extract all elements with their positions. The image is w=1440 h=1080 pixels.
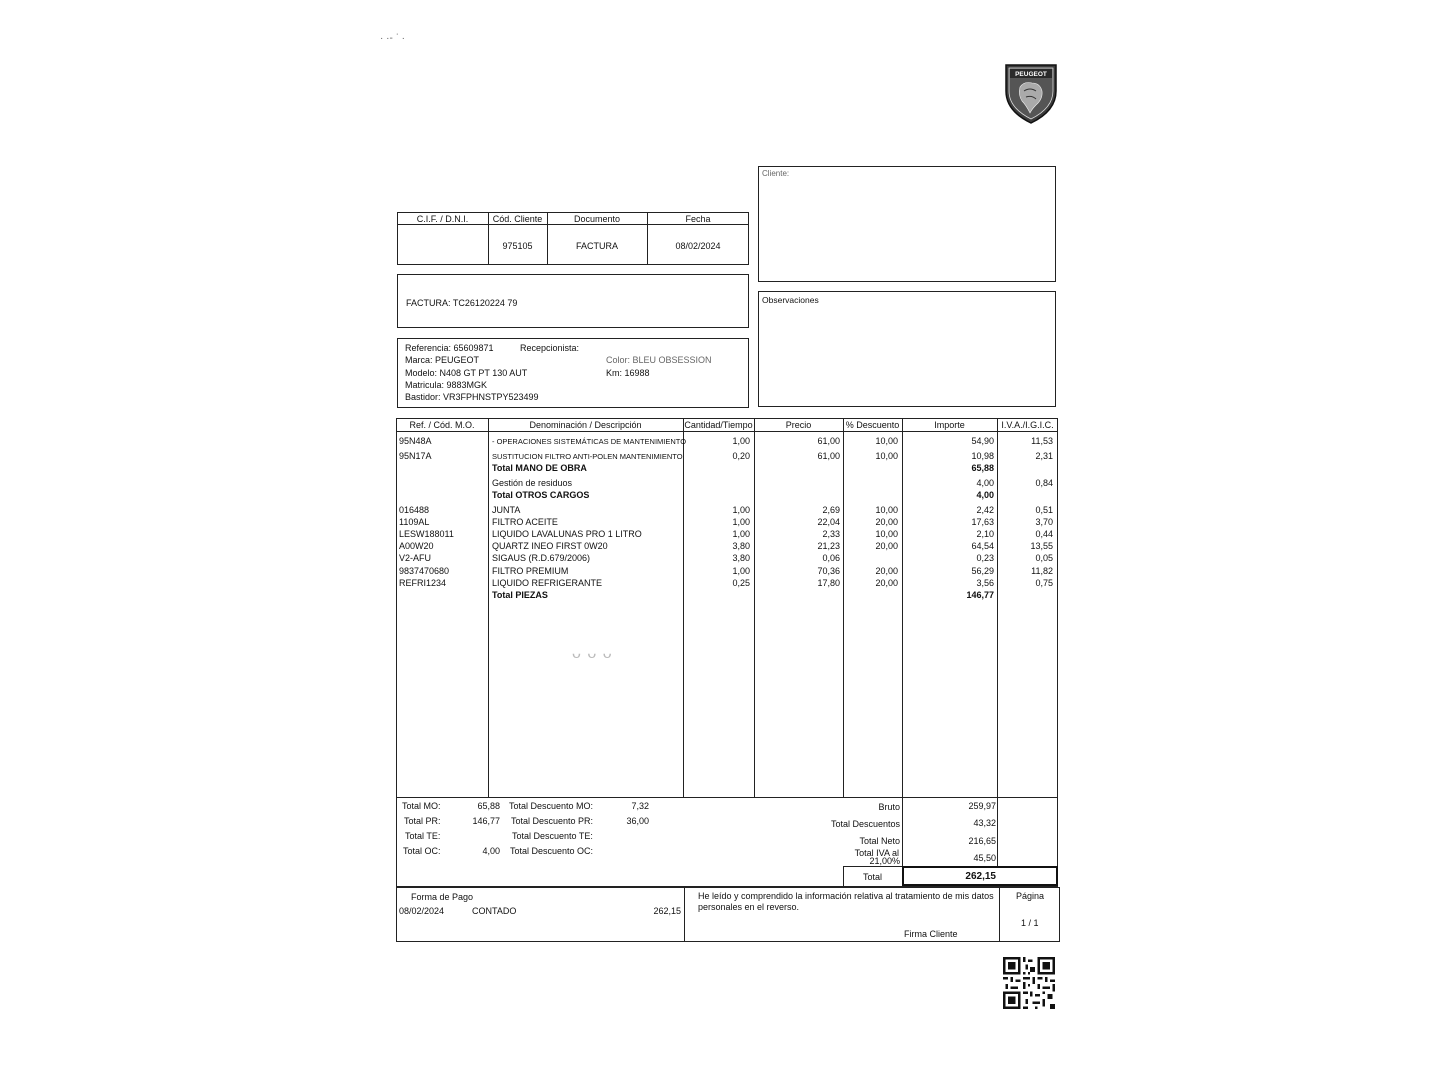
cell-desc: FILTRO PREMIUM bbox=[492, 566, 569, 576]
cell-cant: 1,00 bbox=[732, 517, 750, 527]
total-oc-value: 4,00 bbox=[482, 846, 500, 856]
cell-iva: 11,53 bbox=[1031, 436, 1053, 446]
cell-desc: LIQUIDO REFRIGERANTE bbox=[492, 578, 603, 588]
aviso-line-2: personales en el reverso. bbox=[698, 902, 800, 912]
cell-desc: SIGAUS (R.D.679/2006) bbox=[492, 553, 591, 563]
pago-tipo: CONTADO bbox=[472, 906, 517, 916]
marca: Marca: PEUGEOT bbox=[405, 355, 480, 365]
col-header-ref: Ref. / Cód. M.O. bbox=[409, 420, 475, 430]
cell-importe: 4,00 bbox=[976, 478, 994, 488]
cell-desc: JUNTA bbox=[492, 505, 521, 515]
cell-cant: 0,25 bbox=[732, 578, 750, 588]
client-box bbox=[758, 166, 1056, 282]
iva-percent: 21,00% bbox=[869, 856, 900, 866]
qr-code bbox=[1003, 957, 1055, 1009]
cell-iva: 2,31 bbox=[1035, 451, 1053, 461]
total-value: 262,15 bbox=[965, 871, 996, 882]
forma-pago-label: Forma de Pago bbox=[411, 892, 474, 902]
total-mo-value: 65,88 bbox=[477, 801, 500, 811]
fecha-label: Fecha bbox=[685, 214, 711, 224]
cell-precio: 2,33 bbox=[822, 529, 840, 539]
iva-value: 45,50 bbox=[973, 853, 996, 863]
cell-desc: LIQUIDO LAVALUNAS PRO 1 LITRO bbox=[492, 529, 642, 539]
cell-importe: 3,56 bbox=[976, 578, 994, 588]
cell-dto: 20,00 bbox=[875, 566, 898, 576]
cell-ref: 9837470680 bbox=[399, 566, 450, 576]
modelo: Modelo: N408 GT PT 130 AUT bbox=[405, 368, 528, 378]
total-oc-label: Total OC: bbox=[403, 846, 441, 856]
cell-ref: V2-AFU bbox=[399, 553, 432, 563]
pago-importe: 262,15 bbox=[653, 906, 681, 916]
cell-precio: 0,06 bbox=[822, 553, 840, 563]
referencia: Referencia: 65609871 bbox=[405, 343, 494, 353]
bruto-value: 259,97 bbox=[968, 801, 996, 811]
scan-mark: · ·‑ ˈ · bbox=[380, 33, 405, 44]
cell-importe: 0,23 bbox=[976, 553, 994, 563]
cell-importe: 64,54 bbox=[971, 541, 994, 551]
descuentos-value: 43,32 bbox=[973, 818, 996, 828]
total-label: Total bbox=[862, 872, 882, 882]
bruto-label: Bruto bbox=[878, 802, 900, 812]
dto-pr-label: Total Descuento PR: bbox=[511, 816, 594, 826]
total-pr-value: 146,77 bbox=[472, 816, 500, 826]
matricula: Matricula: 9883MGK bbox=[405, 380, 488, 390]
cell-iva: 0,44 bbox=[1035, 529, 1053, 539]
cell-desc: QUARTZ INEO FIRST 0W20 bbox=[492, 541, 608, 551]
cell-ref: 95N17A bbox=[399, 451, 432, 461]
dto-mo-value: 7,32 bbox=[631, 801, 649, 811]
total-pr-label: Total PR: bbox=[404, 816, 441, 826]
cell-iva: 0,05 bbox=[1035, 553, 1053, 563]
cell-desc: Total MANO DE OBRA bbox=[492, 463, 587, 473]
cell-desc: Total OTROS CARGOS bbox=[492, 490, 590, 500]
dto-te-label: Total Descuento TE: bbox=[512, 831, 593, 841]
cell-iva: 0,84 bbox=[1035, 478, 1053, 488]
pagina-value: 1 / 1 bbox=[1021, 918, 1039, 928]
cell-ref: 95N48A bbox=[399, 436, 432, 446]
total-mo-label: Total MO: bbox=[402, 801, 441, 811]
cell-importe: 17,63 bbox=[971, 517, 994, 527]
col-header-precio: Precio bbox=[785, 420, 812, 430]
cell-cant: 1,00 bbox=[732, 505, 750, 515]
cell-importe: 65,88 bbox=[971, 463, 994, 473]
cell-precio: 21,23 bbox=[817, 541, 840, 551]
cell-dto: 10,00 bbox=[875, 505, 898, 515]
cell-importe: 2,42 bbox=[976, 505, 994, 515]
neto-value: 216,65 bbox=[968, 836, 996, 846]
cell-precio: 61,00 bbox=[817, 451, 840, 461]
neto-label: Total Neto bbox=[859, 836, 900, 846]
cell-dto: 20,00 bbox=[875, 578, 898, 588]
factura-number: FACTURA: TC26120224 79 bbox=[406, 298, 518, 308]
descuentos-label: Total Descuentos bbox=[830, 819, 900, 829]
col-header-iva: I.V.A./I.G.I.C. bbox=[1001, 420, 1054, 430]
col-header-dto: % Descuento bbox=[845, 420, 900, 430]
cell-cant: 3,80 bbox=[732, 541, 750, 551]
cell-ref: 016488 bbox=[399, 505, 430, 515]
fecha-value: 08/02/2024 bbox=[675, 241, 721, 251]
cell-desc: SUSTITUCION FILTRO ANTI-POLEN MANTENIMIENTO bbox=[492, 452, 683, 461]
documento-value: FACTURA bbox=[575, 241, 618, 251]
col-header-cant: Cantidad/Tiempo bbox=[684, 420, 753, 430]
cell-importe: 54,90 bbox=[971, 436, 994, 446]
cell-iva: 0,51 bbox=[1035, 505, 1053, 515]
col-header-importe: Importe bbox=[934, 420, 965, 430]
cell-precio: 17,80 bbox=[817, 578, 840, 588]
cell-importe: 56,29 bbox=[971, 566, 994, 576]
scan-mark: ᴗ ᴗ ᴗ bbox=[572, 645, 613, 662]
dto-pr-value: 36,00 bbox=[626, 816, 649, 826]
total-te-label: Total TE: bbox=[405, 831, 441, 841]
observaciones-label: Observaciones bbox=[762, 295, 819, 305]
recepcionista: Recepcionista: bbox=[520, 343, 580, 353]
cell-precio: 22,04 bbox=[817, 517, 840, 527]
cell-precio: 70,36 bbox=[817, 566, 840, 576]
cell-importe: 4,00 bbox=[976, 490, 994, 500]
cell-desc: - OPERACIONES SISTEMÁTICAS DE MANTENIMIENTO bbox=[492, 437, 687, 446]
cell-cant: 1,00 bbox=[732, 529, 750, 539]
aviso-line-1: He leído y comprendido la información relativa al tratamiento de mis datos bbox=[698, 891, 994, 901]
color: Color: BLEU OBSESSION bbox=[606, 355, 712, 365]
cell-cant: 0,20 bbox=[732, 451, 750, 461]
cell-iva: 13,55 bbox=[1030, 541, 1053, 551]
cell-ref: 1109AL bbox=[399, 517, 430, 527]
client-label: Cliente: bbox=[762, 169, 790, 178]
cell-precio: 61,00 bbox=[817, 436, 840, 446]
cell-desc: FILTRO ACEITE bbox=[492, 517, 558, 527]
km: Km: 16988 bbox=[606, 368, 650, 378]
cod-cliente-label: Cód. Cliente bbox=[492, 214, 543, 224]
pago-fecha: 08/02/2024 bbox=[399, 906, 445, 916]
logo-text: PEUGEOT bbox=[1015, 71, 1047, 78]
cell-importe: 2,10 bbox=[976, 529, 994, 539]
cell-ref: REFRI1234 bbox=[399, 578, 447, 588]
cell-dto: 20,00 bbox=[875, 517, 898, 527]
dto-oc-label: Total Descuento OC: bbox=[510, 846, 594, 856]
cell-cant: 3,80 bbox=[732, 553, 750, 563]
cell-ref: A00W20 bbox=[399, 541, 434, 551]
cell-importe: 146,77 bbox=[966, 590, 994, 600]
peugeot-logo bbox=[1002, 61, 1060, 125]
cell-desc: Total PIEZAS bbox=[492, 590, 548, 600]
cod-cliente-value: 975105 bbox=[502, 241, 533, 251]
cell-cant: 1,00 bbox=[732, 566, 750, 576]
cell-dto: 10,00 bbox=[875, 451, 898, 461]
iva-label: Total IVA al bbox=[854, 848, 899, 858]
cell-dto: 10,00 bbox=[875, 436, 898, 446]
firma-label: Firma Cliente bbox=[904, 929, 958, 939]
dto-mo-label: Total Descuento MO: bbox=[509, 801, 594, 811]
cell-dto: 10,00 bbox=[875, 529, 898, 539]
cell-importe: 10,98 bbox=[971, 451, 994, 461]
cell-dto: 20,00 bbox=[875, 541, 898, 551]
cell-iva: 11,82 bbox=[1031, 566, 1053, 576]
cif-label: C.I.F. / D.N.I. bbox=[416, 214, 469, 224]
documento-label: Documento bbox=[573, 214, 621, 224]
items-table bbox=[396, 418, 1058, 798]
pagina-label: Página bbox=[1016, 891, 1045, 901]
cell-ref: LESW188011 bbox=[399, 529, 454, 539]
observaciones-box bbox=[758, 291, 1056, 407]
cell-precio: 2,69 bbox=[822, 505, 840, 515]
bastidor: Bastidor: VR3FPHNSTPY523499 bbox=[405, 392, 539, 402]
cell-cant: 1,00 bbox=[732, 436, 750, 446]
cell-iva: 3,70 bbox=[1035, 517, 1053, 527]
col-header-desc: Denominación / Descripción bbox=[529, 420, 642, 430]
cell-desc: Gestión de residuos bbox=[492, 478, 573, 488]
cell-iva: 0,75 bbox=[1035, 578, 1053, 588]
